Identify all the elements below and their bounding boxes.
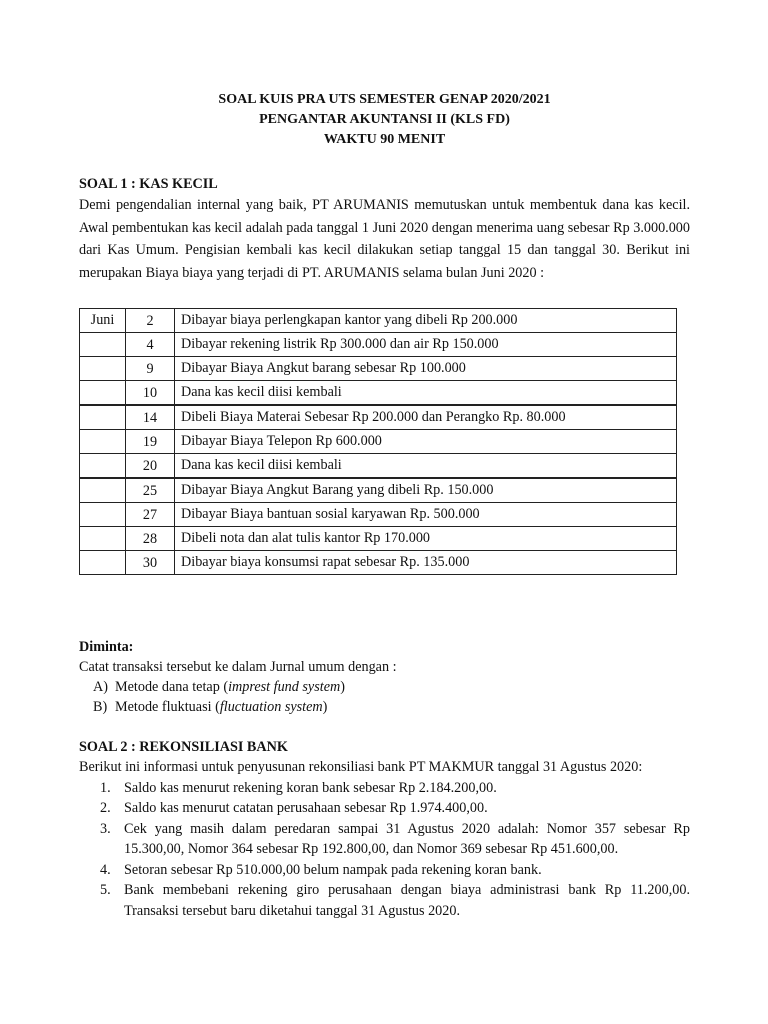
option-b-italic: fluctuation system	[219, 699, 323, 715]
list-item	[93, 677, 690, 697]
month-cell-empty	[80, 405, 126, 430]
soal1-paragraph: Demi pengendalian internal yang baik, PT ARUMANIS memutuskan untuk membentuk dana kas kecil. Awal pembentukan kas kecil adalah pada tanggal 1 Juni 2020 dengan menerima uang sebesar Rp 3.000.000 dari Kas Umum. Pengisian kembali kas kecil dilakukan setiap tanggal 15 dan tanggal 30. Berikut ini merupakan Biaya biaya yang terjadi di PT. ARUMANIS selama bulan Juni 2020 :	[79, 197, 690, 281]
month-cell-empty	[80, 430, 126, 454]
desc-cell: Dibayar biaya perlengkapan kantor yang dibeli Rp 200.000	[175, 309, 677, 333]
list-item	[79, 798, 690, 819]
item-text: Saldo kas menurut rekening koran bank sebesar Rp 2.184.200,00.	[124, 779, 497, 796]
desc-cell: Dibayar Biaya bantuan sosial karyawan Rp. 500.000	[175, 503, 677, 527]
option-b-text: Metode fluktuasi (	[115, 699, 220, 715]
document-header	[79, 90, 690, 150]
day-cell: 25	[126, 478, 175, 503]
list-item	[79, 819, 690, 860]
month-cell-empty	[80, 381, 126, 406]
table-row	[80, 333, 677, 357]
day-cell: 28	[126, 527, 175, 551]
table-row	[80, 551, 677, 575]
month-cell-empty	[80, 454, 126, 479]
month-cell-empty	[80, 551, 126, 575]
list-item	[79, 860, 690, 881]
list-item	[79, 880, 690, 921]
diminta-block	[79, 637, 690, 717]
item-text: Setoran sebesar Rp 510.000,00 belum nampak pada rekening koran bank.	[124, 861, 542, 878]
table-row	[80, 454, 677, 479]
method-list	[79, 677, 690, 717]
table-row	[80, 405, 677, 430]
item-number: 5.	[100, 882, 111, 898]
option-a-key: A)	[93, 679, 108, 695]
header-line-1: SOAL KUIS PRA UTS SEMESTER GENAP 2020/2021	[218, 92, 551, 107]
item-number: 2.	[100, 800, 111, 816]
day-cell: 4	[126, 333, 175, 357]
option-b-key: B)	[93, 699, 108, 715]
day-cell: 2	[126, 309, 175, 333]
day-cell: 9	[126, 357, 175, 381]
table-row	[80, 503, 677, 527]
desc-cell: Dibayar biaya konsumsi rapat sebesar Rp. 135.000	[175, 551, 677, 575]
day-cell: 14	[126, 405, 175, 430]
desc-cell: Dana kas kecil diisi kembali	[175, 381, 677, 406]
soal2-heading: SOAL 2 : REKONSILIASI BANK	[79, 739, 288, 755]
diminta-text: Catat transaksi tersebut ke dalam Jurnal umum dengan :	[79, 659, 397, 675]
item-number: 3.	[100, 820, 111, 837]
month-cell-empty	[80, 333, 126, 357]
list-item	[93, 697, 690, 717]
option-b-close: )	[322, 699, 328, 715]
table-row	[80, 430, 677, 454]
item-number: 1.	[100, 779, 111, 796]
option-a-italic: imprest fund system	[228, 679, 341, 695]
month-cell-empty	[80, 478, 126, 503]
day-cell: 20	[126, 454, 175, 479]
table-row	[80, 478, 677, 503]
desc-cell: Dibayar Biaya Telepon Rp 600.000	[175, 430, 677, 454]
option-a-text: Metode dana tetap (	[115, 679, 229, 695]
table-row	[80, 357, 677, 381]
option-a-close: )	[340, 679, 345, 695]
item-number: 4.	[100, 861, 111, 878]
item-text: Saldo kas menurut catatan perusahaan sebesar Rp 1.974.400,00.	[124, 800, 488, 816]
day-cell: 10	[126, 381, 175, 406]
month-cell-empty	[80, 357, 126, 381]
desc-cell: Dibayar Biaya Angkut barang sebesar Rp 100.000	[175, 357, 677, 381]
bank-info-list	[79, 778, 690, 922]
transaction-table	[79, 308, 677, 575]
desc-cell: Dibeli Biaya Materai Sebesar Rp 200.000 dan Perangko Rp. 80.000	[175, 405, 677, 430]
month-cell: Juni	[80, 309, 126, 333]
document-page	[79, 90, 690, 921]
table-row	[80, 381, 677, 406]
header-line-3: WAKTU 90 MENIT	[323, 132, 446, 147]
month-cell-empty	[80, 503, 126, 527]
diminta-heading: Diminta:	[79, 639, 134, 655]
day-cell: 19	[126, 430, 175, 454]
soal2-intro: Berikut ini informasi untuk penyusunan rekonsiliasi bank PT MAKMUR tanggal 31 Agustus 2020:	[79, 759, 643, 775]
list-item	[79, 778, 690, 799]
header-line-2: PENGANTAR AKUNTANSI II (KLS FD)	[259, 112, 510, 127]
day-cell: 30	[126, 551, 175, 575]
day-cell: 27	[126, 503, 175, 527]
month-cell-empty	[80, 527, 126, 551]
soal1-heading: SOAL 1 : KAS KECIL	[79, 176, 218, 192]
desc-cell: Dana kas kecil diisi kembali	[175, 454, 677, 479]
desc-cell: Dibayar rekening listrik Rp 300.000 dan air Rp 150.000	[175, 333, 677, 357]
table-row	[80, 527, 677, 551]
item-text: Cek yang masih dalam peredaran sampai 31 Agustus 2020 adalah: Nomor 357 sebesar Rp 15.300,00, Nomor 364 sebesar Rp 192.800,00, dan Nomor 369 sebesar Rp 451.600,00.	[124, 820, 690, 857]
item-text: Bank membebani rekening giro perusahaan dengan biaya administrasi bank Rp 11.200,00. Transaksi tersebut baru diketahui tanggal 31 Agustus 2020.	[124, 882, 690, 919]
table-row	[80, 309, 677, 333]
desc-cell: Dibayar Biaya Angkut Barang yang dibeli Rp. 150.000	[175, 478, 677, 503]
desc-cell: Dibeli nota dan alat tulis kantor Rp 170.000	[175, 527, 677, 551]
